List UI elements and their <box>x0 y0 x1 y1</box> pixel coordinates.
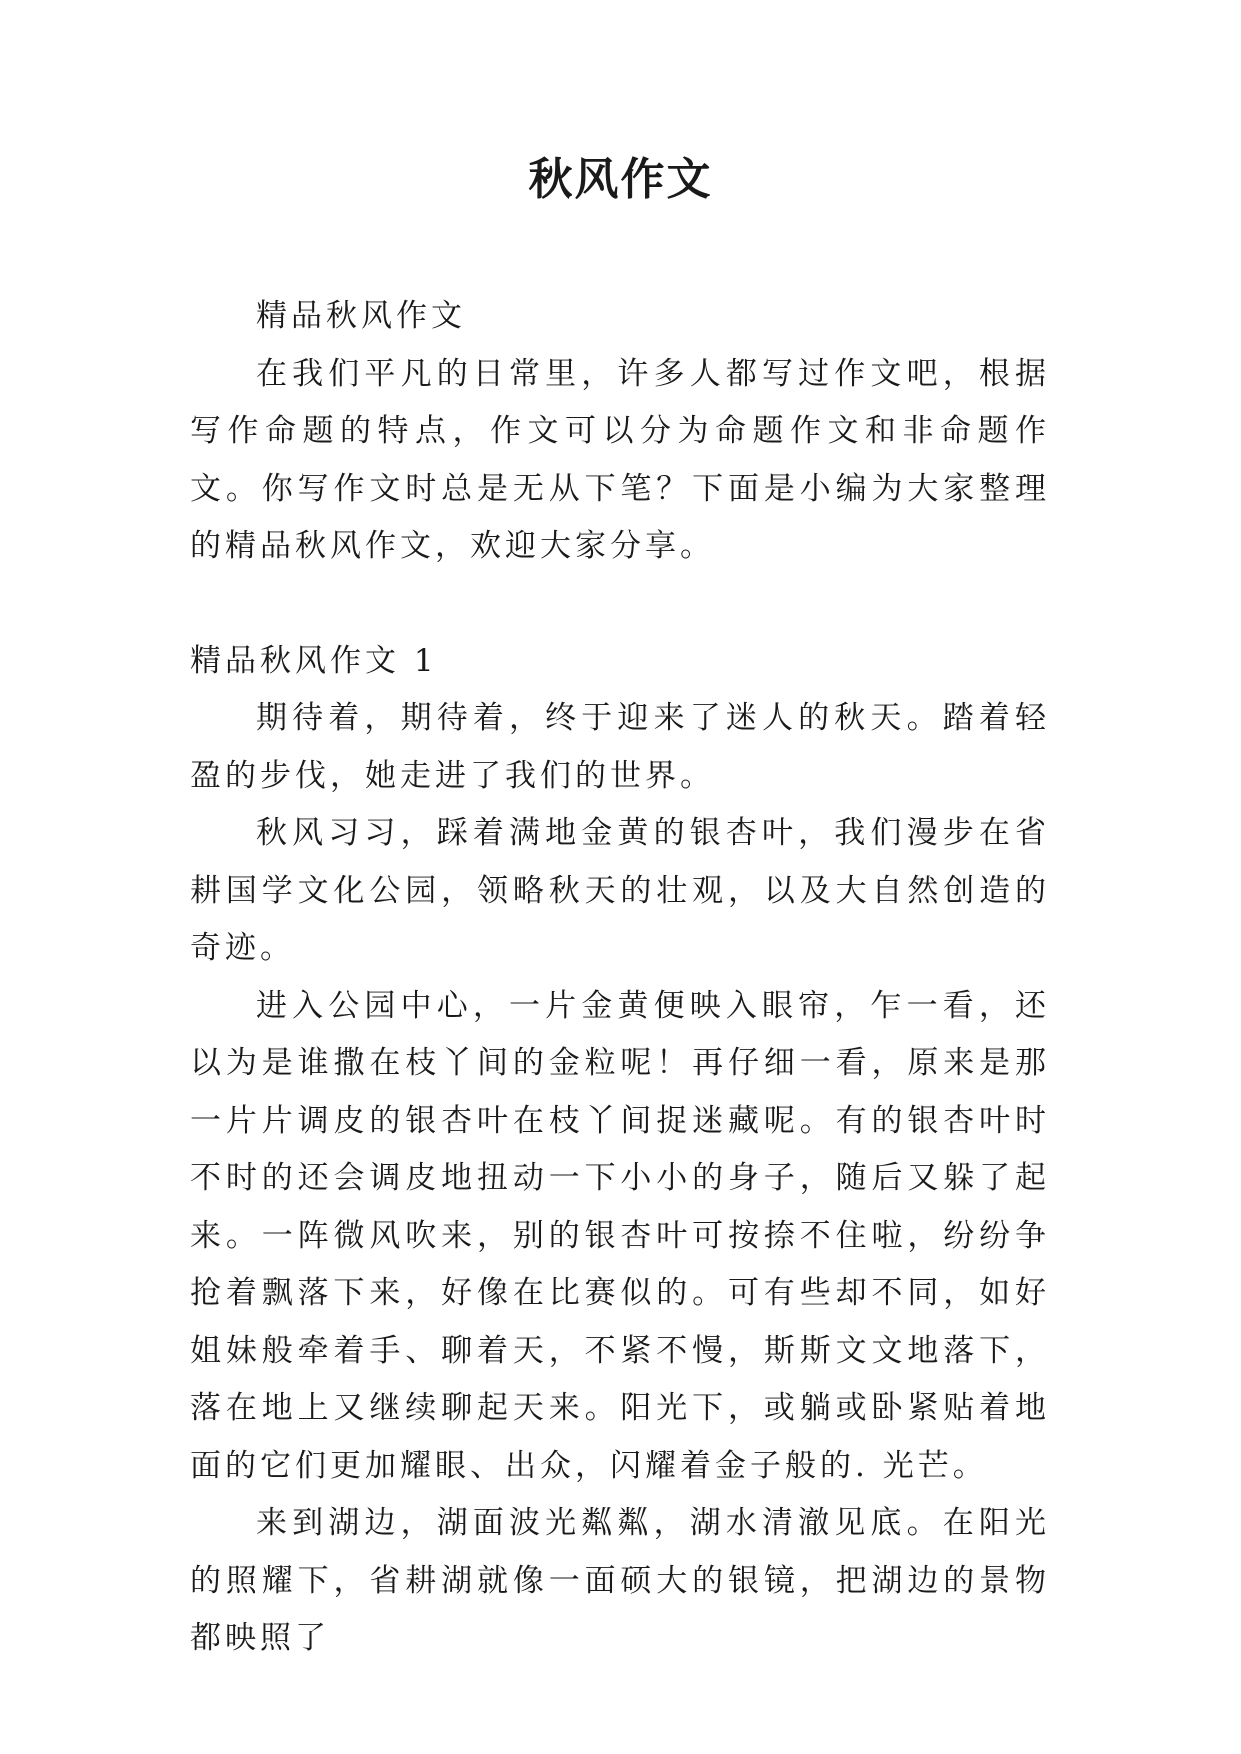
paragraph: 期待着，期待着，终于迎来了迷人的秋天。踏着轻盈的步伐，她走进了我们的世界。 <box>190 700 1050 794</box>
paragraph: 秋风习习，踩着满地金黄的银杏叶，我们漫步在省耕国学文化公园，领略秋天的壮观，以及大自然创造的奇迹。 <box>190 815 1050 966</box>
intro-paragraph: 在我们平凡的日常里，许多人都写过作文吧，根据写作命题的特点，作文可以分为命题作文和非命题作文。你写作文时总是无从下笔？下面是小编为大家整理的精品秋风作文，欢迎大家分享。 <box>190 355 1050 564</box>
paragraph: 来到湖边，湖面波光粼粼，湖水清澈见底。在阳光的照耀下，省耕湖就像一面硕大的银镜，把湖边的景物都映照了 <box>190 1505 1050 1656</box>
paragraph: 进入公园中心，一片金黄便映入眼帘，乍一看，还以为是谁撒在枝丫间的金粒呢！再仔细一看，原来是那一片片调皮的银杏叶在枝丫间捉迷藏呢。有的银杏叶时不时的还会调皮地扭动一下小小的身子，随后又躲了起来。一阵微风吹来，别的银杏叶可按捺不住啦，纷纷争抢着飘落下来，好像在比赛似的。可有些却不同，如好姐妹般牵着手、聊着天，不紧不慢，斯斯文文地落下，落在地上又继续聊起天来。阳光下，或躺或卧紧贴着地面的它们更加耀眼、出众，闪耀着金子般的. 光芒。 <box>190 987 1050 1484</box>
section-heading: 精品秋风作文 1 <box>190 642 438 679</box>
section-spacer <box>190 576 1050 633</box>
intro-heading: 精品秋风作文 <box>256 298 466 334</box>
document-body <box>190 288 1050 1668</box>
document-title: 秋风作文 <box>528 154 713 205</box>
